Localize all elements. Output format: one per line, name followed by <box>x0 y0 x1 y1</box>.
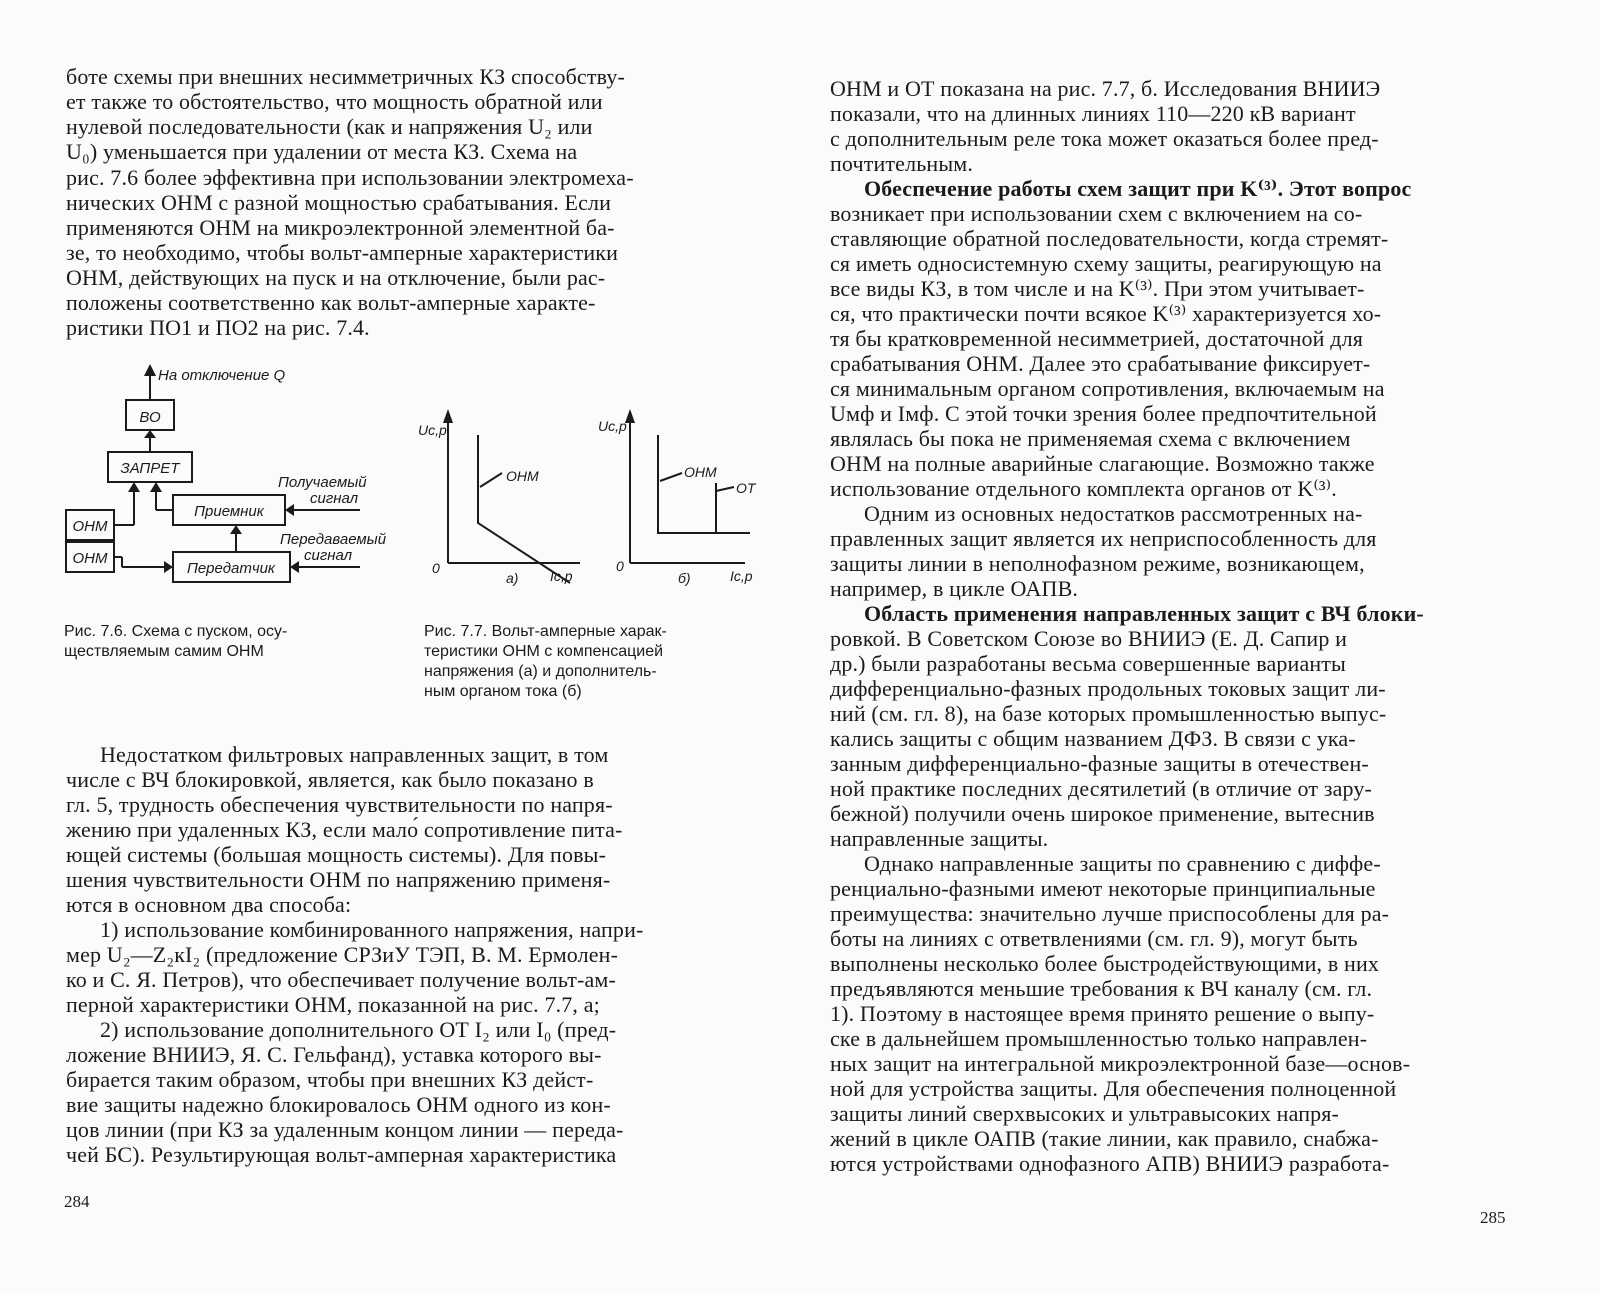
text-line: боте схемы при внешних несимметричных КЗ способству- <box>66 64 626 89</box>
graph-a-origin-label: 0 <box>432 560 440 576</box>
text-line: ставляющие обратной последовательности, когда стремят- <box>830 226 1389 251</box>
text-line: защиты линий сверхвысоких и ультравысоких напря- <box>830 1101 1340 1126</box>
text-line: показали, что на длинных линиях 110—220 кВ вариант <box>830 101 1356 126</box>
text-line: ются в основном два способа: <box>66 892 352 917</box>
text-line: мер U₂—Z₂кI₂ (предложение СРЗиУ ТЭП, В. М. Ермолен- <box>66 942 619 967</box>
zapret-block-label: ЗАПРЕТ <box>120 460 180 477</box>
text-line: U₀) уменьшается при удалении от места КЗ. Схема на <box>66 139 578 164</box>
text-line: возникает при использовании схем с включением на со- <box>830 201 1363 226</box>
graph-b-origin-label: 0 <box>616 558 624 574</box>
text-line: ющей системы (большая мощность системы). Для повы- <box>66 842 607 867</box>
text-line: ются устройствами однофазного АПВ) ВНИИЭ разработа- <box>830 1151 1390 1176</box>
text-line: шения чувствительности ОНМ по напряжению применя- <box>66 867 611 892</box>
text-line: Однако направленные защиты по сравнению с диффе- <box>864 851 1381 876</box>
text-line: 1). Поэтому в настоящее время принято решение о выпу- <box>830 1001 1375 1026</box>
text-line: боты на линиях с ответвлениями (см. гл. 9), могут быть <box>830 926 1358 951</box>
text-line: ренциально-фазными имеют некоторые принципиальные <box>830 876 1376 901</box>
graph-b-curve-onm-label: ОНМ <box>684 464 717 480</box>
text-line: ровкой. В Советском Союзе во ВНИИЭ (Е. Д. Сапир и <box>830 626 1348 651</box>
text-line: Uмф и Iмф. С этой точки зрения более предпочтительной <box>830 401 1377 426</box>
text-line: занным дифференциально-фазные защиты в отечествен- <box>830 751 1369 776</box>
text-line: ОНМ на полные аварийные слагающие. Возможно также <box>830 451 1375 476</box>
graph-a-sub-label: а) <box>506 570 519 586</box>
text-line: зе, то необходимо, чтобы вольт-амперные характеристики <box>66 240 619 265</box>
text-line: срабатывания ОНМ. Далее это срабатывание фиксирует- <box>830 351 1371 376</box>
sent-signal-label: сигнал <box>304 547 353 564</box>
graph-a-curve-label: ОНМ <box>506 468 539 484</box>
text-line: 1) использование комбинированного напряжения, напри- <box>100 917 644 942</box>
caption-line: напряжения (а) и дополнитель- <box>424 663 657 680</box>
caption-line: ным органом тока (б) <box>424 683 582 700</box>
text-line: ет также то обстоятельство, что мощность обратной или <box>66 89 603 114</box>
text-line: дифференциально-фазных продольных токовых защит ли- <box>830 676 1386 701</box>
graph-b-curve-ot-label: ОТ <box>736 480 756 496</box>
text-line: ся минимальным органом сопротивления, включаемым на <box>830 376 1385 401</box>
text-line: кались защиты с общим названием ДФЗ. В связи с ука- <box>830 726 1356 751</box>
text-line: ся, что практически почти всякое K⁽³⁾ характеризуется хо- <box>830 301 1382 326</box>
text-line: с дополнительным реле тока может оказаться более пред- <box>830 126 1379 151</box>
onm-block-label: ОНМ <box>72 550 108 567</box>
text-line: нулевой последовательности (как и напряжения U₂ или <box>66 114 593 139</box>
text-line: правленных защит является их неприспособленность для <box>830 526 1377 551</box>
text-line: применяются ОНМ на микроэлектронной элементной ба- <box>66 215 615 240</box>
figure-7-6-block-diagram <box>60 360 400 600</box>
text-line: гл. 5, трудность обеспечения чувствительности по напря- <box>66 792 613 817</box>
caption-line: ществляемым самим ОНМ <box>64 643 264 660</box>
output-label: На отключение Q <box>158 367 286 384</box>
text-line: Недостатком фильтровых направленных защит, в том <box>100 742 609 767</box>
text-line: ске в дальнейшем промышленностью только направлен- <box>830 1026 1368 1051</box>
text-line: ОНМ, действующих на пуск и на отключение, были рас- <box>66 265 606 290</box>
text-line: ристики ПО1 и ПО2 на рис. 7.4. <box>66 315 370 340</box>
text-line: предъявляются меньшие требования к ВЧ каналу (см. гл. <box>830 976 1373 1001</box>
text-line: направленные защиты. <box>830 826 1049 851</box>
page-number: 285 <box>1480 1208 1506 1227</box>
text-line: перной характеристики ОНМ, показанной на рис. 7.7, а; <box>66 992 600 1017</box>
onm-block-label: ОНМ <box>72 518 108 535</box>
receiver-block-label: Приемник <box>194 503 264 520</box>
text-line: бежной) получили очень широкое применение, вытеснив <box>830 801 1375 826</box>
text-line: числе с ВЧ блокировкой, является, как было показано в <box>66 767 594 792</box>
text-line: ко и С. Я. Петров), что обеспечивает получение вольт-ам- <box>66 967 616 992</box>
text-line: ных защит на интегральной микроэлектронной базе—основ- <box>830 1051 1411 1076</box>
text-line: ной практике последних десятилетий (в отличие от зару- <box>830 776 1372 801</box>
text-line: 2) использование дополнительного ОТ I₂ или I₀ (пред- <box>100 1017 617 1042</box>
text-line: бирается таким образом, чтобы при внешних КЗ дейст- <box>66 1067 594 1092</box>
page-number: 284 <box>64 1192 90 1211</box>
text-line: ной для устройства защиты. Для обеспечения полноценной <box>830 1076 1397 1101</box>
text-line: ся иметь односистемную схему защиты, реагирующую на <box>830 251 1382 276</box>
transmitter-block-label: Передатчик <box>186 560 276 577</box>
text-line: цов линии (при КЗ за удаленным концом линии — переда- <box>66 1117 624 1142</box>
text-line: нических ОНМ с разной мощностью срабатывания. Если <box>66 190 612 215</box>
vo-block-label: ВО <box>139 409 161 426</box>
right-page <box>800 0 1600 1293</box>
text-line: выполнены несколько более быстродействующими, в них <box>830 951 1380 976</box>
text-line: преимущества: значительно лучше приспособлены для ра- <box>830 901 1390 926</box>
section-heading-scope: Область применения направленных защит с ВЧ блоки- <box>864 601 1424 626</box>
text-line: жений в цикле ОАПВ (такие линии, как правило, снабжа- <box>830 1126 1379 1151</box>
text-line: например, в цикле ОАПВ. <box>830 576 1079 601</box>
text-line: вие защиты надежно блокировалось ОНМ одного из кон- <box>66 1092 611 1117</box>
text-line: все виды КЗ, в том числе и на K⁽³⁾. При этом учитывает- <box>830 276 1365 301</box>
graph-a-y-axis-label: Uс,р <box>418 422 447 438</box>
caption-line: Рис. 7.6. Схема с пуском, осу- <box>64 623 288 640</box>
caption-line: Рис. 7.7. Вольт-амперные харак- <box>424 623 667 640</box>
text-line: Одним из основных недостатков рассмотренных на- <box>864 501 1363 526</box>
text-line: использование отдельного комплекта органов от K⁽³⁾. <box>830 476 1337 501</box>
graph-a-x-axis-label: Iс,р <box>550 568 573 584</box>
text-line: др.) были разработаны весьма совершенные варианты <box>830 651 1346 676</box>
section-heading-k3: Обеспечение работы схем защит при K⁽³⁾. Этот вопрос <box>864 176 1412 201</box>
text-line: защиты линии в неполнофазном режиме, возникающем, <box>830 551 1365 576</box>
text-line: ложение ВНИИЭ, Я. С. Гельфанд), уставка которого вы- <box>66 1042 602 1067</box>
figure-7-7-graphs <box>410 405 780 605</box>
received-signal-label: сигнал <box>310 490 359 507</box>
graph-b-x-axis-label: Iс,р <box>730 568 753 584</box>
graph-b-y-axis-label: Uс,р <box>598 418 627 434</box>
sent-signal-label: Передаваемый <box>280 531 387 548</box>
text-line: являлась бы пока не применяемая схема с включением <box>830 426 1351 451</box>
received-signal-label: Получаемый <box>278 474 367 491</box>
text-line: чей БС). Результирующая вольт-амперная характеристика <box>66 1142 617 1167</box>
text-line: тя бы кратковременной несимметрией, достаточной для <box>830 326 1363 351</box>
text-line: жению при удаленных КЗ, если мало́ сопротивление пита- <box>66 817 623 842</box>
graph-b-sub-label: б) <box>678 570 691 586</box>
text-line: рис. 7.6 более эффективна при использовании электромеха- <box>66 165 634 190</box>
text-line: положены соответственно как вольт-амперные характе- <box>66 290 596 315</box>
text-line: ОНМ и ОТ показана на рис. 7.7, б. Исследования ВНИИЭ <box>830 76 1381 101</box>
text-line: почтительным. <box>830 151 973 176</box>
caption-line: теристики ОНМ с компенсацией <box>424 643 664 660</box>
text-line: ний (см. гл. 8), на базе которых промышленностью выпус- <box>830 701 1387 726</box>
